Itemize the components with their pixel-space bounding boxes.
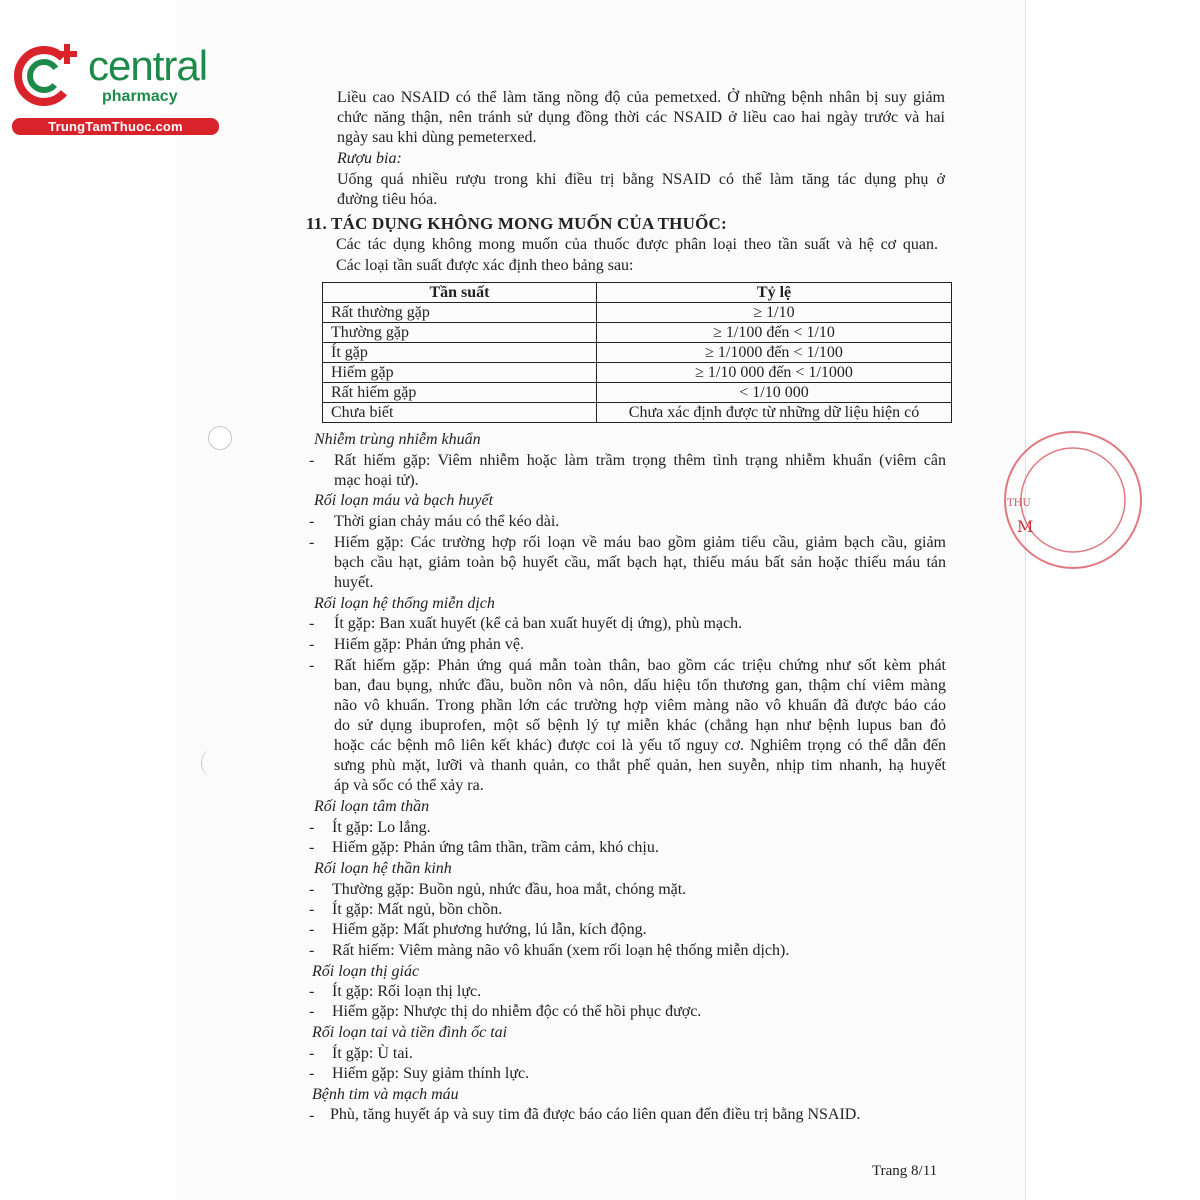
paragraph-line: Liều cao NSAID có thể làm tăng nồng độ của pemetxed. Ở những bệnh nhân bị suy giảm bbox=[337, 89, 945, 106]
paragraph-line: Các tác dụng không mong muốn của thuốc được phân loại theo tần suất và hệ cơ quan. bbox=[336, 236, 938, 253]
table-cell: ≥ 1/100 đến < 1/10 bbox=[597, 323, 952, 343]
table-row bbox=[323, 363, 952, 383]
list-item-cont: huyết. bbox=[334, 574, 374, 591]
table-cell: Chưa xác định được từ những dữ liệu hiện có bbox=[597, 403, 952, 423]
list-item-cont: sưng phù mặt, lưỡi và thanh quản, co thắt phế quản, hen suyễn, nhịp tim nhanh, hạ huyết bbox=[334, 757, 946, 774]
list-dash: - bbox=[309, 942, 315, 959]
table-cell: Chưa biết bbox=[323, 403, 597, 423]
list-dash: - bbox=[309, 1065, 315, 1082]
list-dash: - bbox=[309, 819, 315, 836]
category-heading: Rối loạn hệ thần kinh bbox=[314, 860, 452, 877]
table-row bbox=[323, 383, 952, 403]
table-row bbox=[323, 403, 952, 423]
list-item: Hiếm gặp: Phản ứng phản vệ. bbox=[334, 636, 524, 653]
list-item: Hiếm gặp: Các trường hợp rối loạn về máu bao gồm giảm tiểu cầu, giảm bạch cầu, giảm bbox=[334, 534, 946, 551]
list-dash: - bbox=[309, 534, 315, 551]
table-cell: Rất thường gặp bbox=[323, 303, 597, 323]
table-row bbox=[323, 323, 952, 343]
table-cell: Thường gặp bbox=[323, 323, 597, 343]
list-dash: - bbox=[309, 1045, 315, 1062]
page-number: Trang 8/11 bbox=[872, 1163, 938, 1179]
svg-text:M: M bbox=[1017, 517, 1034, 536]
category-heading: Rối loạn máu và bạch huyết bbox=[314, 492, 494, 509]
list-item: Ít gặp: Ù tai. bbox=[332, 1045, 413, 1062]
list-dash: - bbox=[309, 881, 315, 898]
column-header: Tỷ lệ bbox=[597, 283, 952, 303]
list-dash: - bbox=[309, 452, 315, 469]
table-header-row bbox=[323, 283, 952, 303]
category-heading: Rối loạn hệ thống miễn dịch bbox=[314, 595, 495, 612]
list-dash: - bbox=[309, 615, 315, 632]
list-dash: - bbox=[309, 901, 315, 918]
table-row bbox=[323, 303, 952, 323]
paragraph-line: chức năng thận, nên tránh sử dụng đồng thời các NSAID ở liều cao hai ngày trước và hai bbox=[337, 109, 945, 126]
frequency-table bbox=[322, 282, 952, 423]
list-item: Hiếm gặp: Mất phương hướng, lú lẫn, kích động. bbox=[332, 921, 647, 938]
svg-text:THU: THU bbox=[1007, 498, 1031, 509]
list-item-cont: hoặc các bệnh mô liên kết khác) được coi là yếu tố nguy cơ. Nghiêm trọng có thể dẫn đến bbox=[334, 737, 946, 754]
red-stamp-icon bbox=[1003, 428, 1034, 578]
list-item: Rất hiếm gặp: Phản ứng quá mẫn toàn thân, bao gồm các triệu chứng như sốt kèm phát bbox=[334, 657, 946, 674]
list-item: Phù, tăng huyết áp và suy tim đã được báo cáo liên quan đến điều trị bằng NSAID. bbox=[330, 1106, 861, 1123]
list-item: Rất hiếm gặp: Viêm nhiễm hoặc làm trầm trọng thêm tình trạng nhiễm khuẩn (viêm cân bbox=[334, 452, 946, 469]
category-heading: Rối loạn tai và tiền đình ốc tai bbox=[312, 1024, 508, 1041]
logo-url-badge[interactable]: TrungTamThuoc.com bbox=[12, 118, 219, 135]
list-item: Thường gặp: Buồn ngủ, nhức đầu, hoa mắt, chóng mặt. bbox=[332, 881, 687, 898]
list-item: Rất hiếm: Viêm màng não vô khuẩn (xem rối loạn hệ thống miễn dịch). bbox=[332, 942, 790, 959]
table-cell: ≥ 1/1000 đến < 1/100 bbox=[597, 343, 952, 363]
paragraph-line: ngày sau khi dùng pemeterxed. bbox=[337, 129, 537, 146]
paragraph-line: Uống quá nhiều rượu trong khi điều trị bằng NSAID có thể làm tăng tác dụng phụ ở bbox=[337, 171, 945, 188]
list-item: Ít gặp: Ban xuất huyết (kể cả ban xuất huyết dị ứng), phù mạch. bbox=[334, 615, 743, 632]
category-heading: Rối loạn thị giác bbox=[312, 963, 420, 980]
paragraph-line: Các loại tần suất được xác định theo bảng sau: bbox=[336, 257, 634, 274]
list-dash: - bbox=[309, 1003, 315, 1020]
table-cell: < 1/10 000 bbox=[597, 383, 952, 403]
list-item-cont: áp và sốc có thể xảy ra. bbox=[334, 777, 484, 794]
list-dash: - bbox=[309, 921, 315, 938]
list-item-cont: mạc hoại tử). bbox=[334, 472, 419, 489]
category-heading: Bệnh tim và mạch máu bbox=[312, 1086, 459, 1103]
logo-mark-icon bbox=[10, 38, 90, 110]
list-item: Ít gặp: Mất ngủ, bồn chồn. bbox=[332, 901, 503, 918]
punch-hole-icon bbox=[208, 426, 232, 450]
subheading-alcohol: Rượu bia: bbox=[337, 150, 402, 167]
table-cell: Ít gặp bbox=[323, 343, 597, 363]
list-item: Ít gặp: Lo lắng. bbox=[332, 819, 431, 836]
list-dash: - bbox=[309, 636, 315, 653]
table-cell: Rất hiếm gặp bbox=[323, 383, 597, 403]
table-cell: Hiếm gặp bbox=[323, 363, 597, 383]
list-item: Ít gặp: Rối loạn thị lực. bbox=[332, 983, 482, 1000]
logo-subtitle: pharmacy bbox=[102, 88, 178, 105]
central-pharmacy-logo[interactable] bbox=[10, 38, 215, 138]
category-heading: Nhiễm trùng nhiễm khuẩn bbox=[314, 431, 481, 448]
logo-name: central bbox=[88, 42, 208, 89]
paragraph-line: đường tiêu hóa. bbox=[337, 191, 438, 208]
list-item: Thời gian chảy máu có thể kéo dài. bbox=[334, 513, 560, 530]
list-item-cont: não vô khuẩn. Trong phần lớn các trường hợp viêm màng não vô khuẩn đã được báo cáo bbox=[334, 697, 946, 714]
list-item: Hiếm gặp: Suy giảm thính lực. bbox=[332, 1065, 530, 1082]
list-dash: - bbox=[309, 839, 315, 856]
list-dash: - bbox=[309, 1107, 315, 1124]
list-item: Hiếm gặp: Phản ứng tâm thần, trầm cảm, khó chịu. bbox=[332, 839, 659, 856]
list-dash: - bbox=[309, 983, 315, 1000]
list-item-cont: bạch cầu hạt, giảm toàn bộ huyết cầu, mất bạch hạt, thiếu máu bất sản hoặc thiếu máu tán bbox=[334, 554, 946, 571]
column-header: Tần suất bbox=[323, 283, 597, 303]
list-item-cont: ban, đau bụng, nhức đầu, buồn nôn và nôn, dấu hiệu tổn thương gan, thậm chí viêm màng bbox=[334, 677, 946, 694]
table-row bbox=[323, 343, 952, 363]
table-cell: ≥ 1/10 bbox=[597, 303, 952, 323]
section-heading: 11. TÁC DỤNG KHÔNG MONG MUỐN CỦA THUỐC: bbox=[306, 214, 727, 233]
list-dash: - bbox=[309, 657, 315, 674]
list-item-cont: do sử dụng ibuprofen, một số bệnh lý tự miễn khác (chẳng hạn như bệnh lupus ban đỏ bbox=[334, 717, 946, 734]
table-cell: ≥ 1/10 000 đến < 1/1000 bbox=[597, 363, 952, 383]
category-heading: Rối loạn tâm thần bbox=[314, 798, 430, 815]
punch-hole-icon bbox=[201, 750, 222, 776]
list-item: Hiếm gặp: Nhược thị do nhiễm độc có thể hồi phục được. bbox=[332, 1003, 702, 1020]
list-dash: - bbox=[309, 513, 315, 530]
